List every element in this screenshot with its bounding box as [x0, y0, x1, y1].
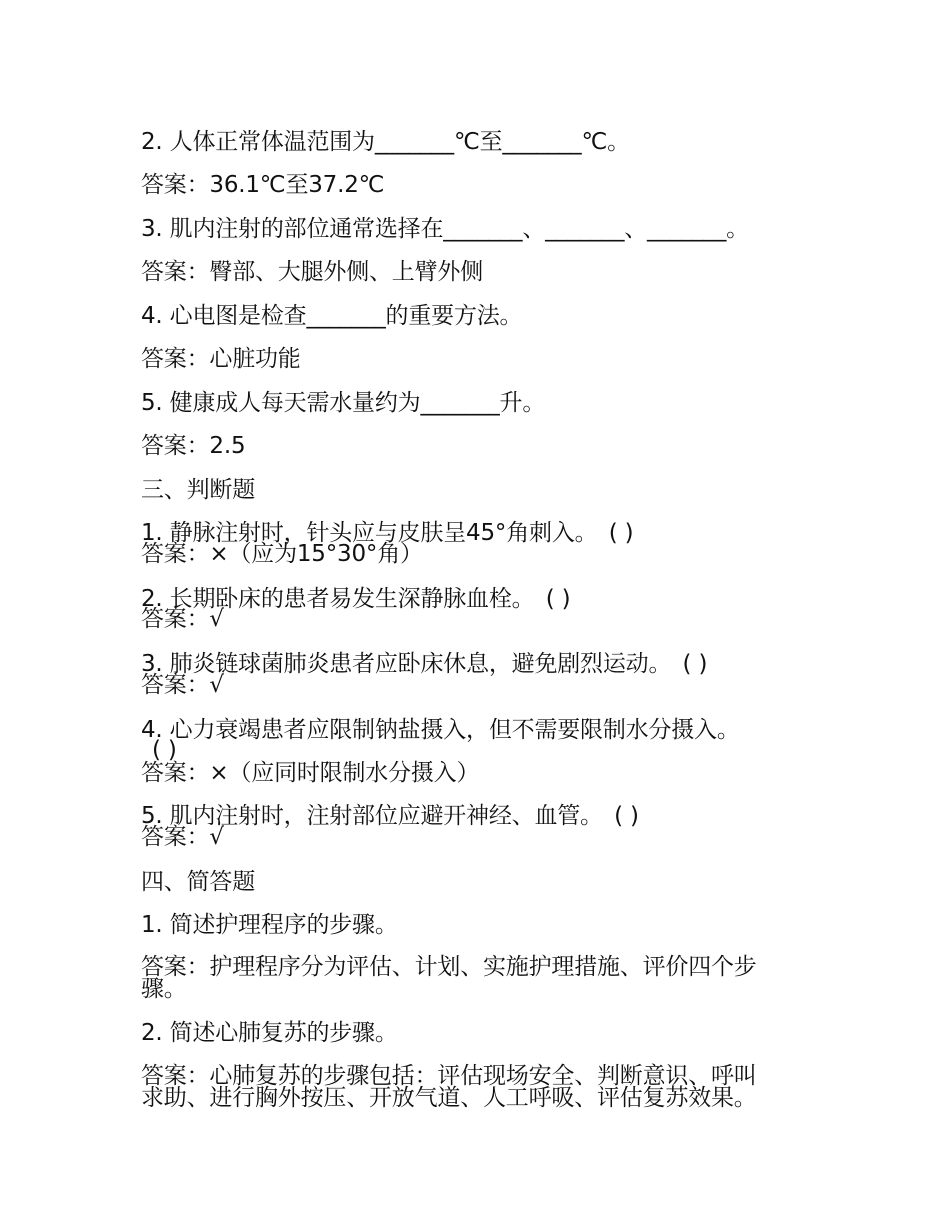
answer-sa-2-line-1: 答案：心肺复苏的步骤包括：评估现场安全、判断意识、呼叫 — [141, 1063, 757, 1089]
answer-sa-2-line-2: 求助、进行胸外按压、开放气道、人工呼吸、评估复苏效果。 — [141, 1085, 757, 1111]
question-tf-1: 1. 静脉注射时，针头应与皮肤呈45°角刺入。 ( ) — [141, 520, 634, 546]
question-fill-3: 3. 肌内注射的部位通常选择在_______、_______、_______。 — [141, 216, 749, 242]
answer-sa-1-line-1: 答案：护理程序分为评估、计划、实施护理措施、评价四个步 — [141, 954, 757, 980]
question-sa-2: 2. 简述心肺复苏的步骤。 — [141, 1020, 398, 1046]
section-heading-true-false: 三、判断题 — [141, 477, 256, 503]
question-tf-4: 4. 心力衰竭患者应限制钠盐摄入，但不需要限制水分摄入。 — [141, 717, 740, 743]
question-fill-5: 5. 健康成人每天需水量约为_______升。 — [141, 390, 546, 416]
answer-tf-5: 答案：√ — [141, 824, 224, 850]
answer-fill-2: 答案：36.1℃至37.2℃ — [141, 172, 385, 198]
question-fill-2: 2. 人体正常体温范围为_______℃至_______℃。 — [141, 129, 630, 155]
answer-tf-4: 答案：×（应同时限制水分摄入） — [141, 760, 480, 786]
question-tf-2: 2. 长期卧床的患者易发生深静脉血栓。 ( ) — [141, 586, 571, 612]
section-heading-short-answer: 四、简答题 — [141, 869, 256, 895]
answer-fill-4: 答案：心脏功能 — [141, 346, 301, 372]
answer-tf-1: 答案：×（应为15°30°角） — [141, 541, 423, 567]
question-tf-3: 3. 肺炎链球菌肺炎患者应卧床休息，避免剧烈运动。 ( ) — [141, 651, 708, 677]
answer-sa-1-line-2: 骤。 — [141, 976, 187, 1002]
answer-fill-3: 答案：臀部、大腿外侧、上臂外侧 — [141, 259, 484, 285]
question-fill-4: 4. 心电图是检查_______的重要方法。 — [141, 303, 523, 329]
answer-fill-5: 答案：2.5 — [141, 433, 246, 459]
question-tf-4-bracket: ( ) — [152, 737, 177, 763]
question-sa-1: 1. 简述护理程序的步骤。 — [141, 912, 398, 938]
answer-tf-2: 答案：√ — [141, 606, 224, 632]
answer-tf-3: 答案：√ — [141, 672, 224, 698]
question-tf-5: 5. 肌内注射时，注射部位应避开神经、血管。 ( ) — [141, 803, 639, 829]
